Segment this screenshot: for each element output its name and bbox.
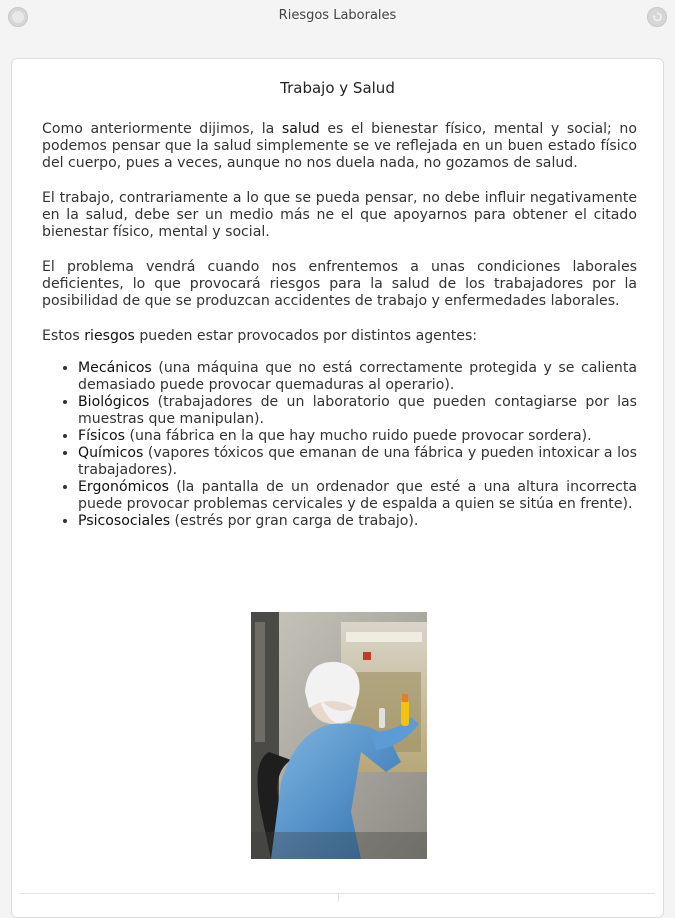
riesgos-term: riesgos [84,328,135,344]
agent-desc: (trabajadores de un laboratorio que pueden contagiarse por las muestras que manipulan). [78,394,637,427]
p1-text-c: es el bienestar físico, mental y social; no podemos pensar que la salud simplemente se ve reflejada en un buen estado físico del cuerpo, pues a veces, aunque no nos duela nada, no gozamos de salud. [42,121,637,171]
agent-name: Biológicos [78,394,150,410]
agent-desc: (una fábrica en la que hay mucho ruido puede provocar sordera). [125,428,592,444]
back-arrow-icon[interactable] [647,7,667,27]
bottom-navigation [20,893,655,902]
article-title: Trabajo y Salud [280,79,395,97]
list-item [78,445,637,479]
agent-desc: (vapores tóxicos que emanan de una fábrica y pueden intoxicar a los trabajadores). [78,445,637,478]
top-app-bar [0,0,675,34]
p4-text-c: pueden estar provocados por distintos agentes: [134,328,478,344]
agent-desc: (la pantalla de un ordenador que esté a una altura incorrecta puede provocar problemas cervicales y de espalda a quien se sitúa en frente). [78,479,637,512]
agent-name: Mecánicos [78,360,152,376]
agent-desc: (estrés por gran carga de trabajo). [170,513,419,529]
list-item [78,513,637,530]
list-item [78,479,637,513]
p1-text-a: Como anteriormente dijimos, la [42,121,282,137]
lab-worker-illustration [251,612,427,859]
list-item [78,360,637,394]
paragraph-4 [42,328,637,345]
bottom-divider [338,894,339,902]
agent-name: Químicos [78,445,144,461]
back-arrow-glyph [651,11,663,23]
agents-list [42,360,637,530]
article-body [42,121,637,530]
agent-name: Ergonómicos [78,479,169,495]
paragraph-3: El problema vendrá cuando nos enfrentemos a unas condiciones laborales deficientes, lo que provocará riesgos para la salud de los trabajadores por la posibilidad de que se produzcan accidentes de trabajo y enfermedades laborales. [42,259,637,309]
list-item [78,428,637,445]
app-title: Riesgos Laborales [278,8,397,23]
p4-text-a: Estos [42,328,85,344]
salud-term: salud [281,121,320,137]
agent-desc: (una máquina que no está correctamente protegida y se calienta demasiado puede provocar quemaduras al operario). [78,360,637,393]
lab-worker-photo [251,612,427,859]
agent-name: Físicos [78,428,125,444]
list-item [78,394,637,428]
article-card [11,58,664,918]
paragraph-1 [42,121,637,172]
paragraph-2: El trabajo, contrariamente a lo que se pueda pensar, no debe influir negativamente en la salud, debe ser un medio más ne el que apoyarnos para obtener el citado bienestar físico, mental y social. [42,190,637,240]
agent-name: Psicosociales [78,513,171,529]
